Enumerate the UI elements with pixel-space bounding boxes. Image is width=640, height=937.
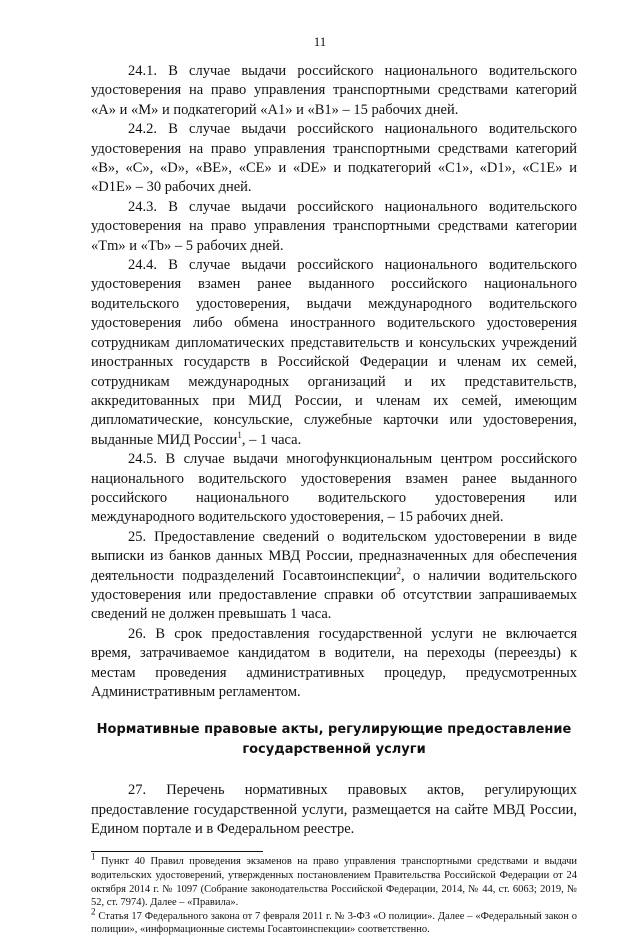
paragraph-24-2: 24.2. В случае выдачи российского национального водительского удостоверения на право управления транспортными средствами категорий «B», «C», «D», «BE», «CE» и «DE» и подкатегорий «C1», «D1», «C1E» и «D1E» – 30 рабочих дней.	[91, 121, 577, 196]
paragraph-24-4	[91, 256, 577, 450]
paragraph-27: 27. Перечень нормативных правовых актов, регулирующих предоставление государственной услуги, размещается на сайте МВД России, Едином портале и в Федеральном реестре.	[91, 782, 577, 838]
paragraph-24-5: 24.5. В случае выдачи многофункциональным центром российского национального водительского удостоверения взамен ранее выданного российского национального водительского удостоверения или международного водительского удостоверения, – 15 рабочих дней.	[91, 451, 577, 526]
paragraph-24-3: 24.3. В случае выдачи российского национального водительского удостоверения на право управления транспортными средствами категории «Tm» и «Tb» – 5 рабочих дней.	[91, 198, 577, 254]
footnote-ref-1: 1	[237, 429, 242, 440]
footnote-2-text: Статья 17 Федерального закона от 7 февраля 2011 г. № 3-ФЗ «О полиции». Далее – «Федеральный закон о полиции», «информационные системы Госавтоинспекции» соответственно.	[91, 910, 577, 936]
paragraph-24-4-text: 24.4. В случае выдачи российского национального водительского удостоверения взамен ранее выданного российского национального водительского удостоверения, выдачи международного водительского удостоверения либо обмена иностранного водительского удостоверения сотрудникам дипломатических представительств и консульских учреждений иностранных государств в Российской Федерации и членам их семей, сотрудникам международных организаций и их представительств, аккредитованных при МИД России, и членам их семей, имеющим дипломатические, консульские, служебные карточки или удостоверения, выданные МИД России	[91, 257, 577, 448]
section-heading: Нормативные правовые акты, регулирующие предоставление государственной услуги	[96, 722, 572, 757]
footnote-separator	[91, 851, 263, 852]
footnote-1-mark: 1	[91, 851, 96, 862]
paragraph-25-text: 25. Предоставление сведений о водительском удостоверении в виде выписки из банков данных МВД России, предназначенных для обеспечения деятельности подразделений Госавтоинспекции	[91, 528, 577, 584]
footnote-1	[91, 851, 577, 909]
document-body	[91, 62, 577, 937]
footnote-2-mark: 2	[91, 906, 96, 917]
paragraph-25-end: , о наличии водительского удостоверения или предоставление справки об отсутствии запрашиваемых сведений не должен превышать 1 часа.	[91, 567, 577, 623]
footnote-ref-2: 2	[396, 565, 402, 576]
paragraph-25	[91, 528, 577, 625]
paragraph-26: 26. В срок предоставления государственной услуги не включается время, затрачиваемое кандидатом в водители, на переходы (переезды) к местам проведения административных процедур, предусмотренных Административным регламентом.	[91, 625, 577, 700]
footnote-1-text: Пункт 40 Правил проведения экзаменов на право управления транспортными средствами и выдачи водительских удостоверений, утвержденных постановлением Правительства Российской Федерации от 24 октября 2014 г. № 1097 (Собрание законодательства Российской Федерации, 2014, № 44, ст. 6063; 2019, № 52, ст. 7974). Далее – «Правила».	[91, 856, 577, 909]
paragraph-24-4-end: , – 1 часа.	[241, 431, 302, 448]
paragraph-24-1: 24.1. В случае выдачи российского национального водительского удостоверения на право управления транспортными средствами категорий «A» и «M» и подкатегорий «A1» и «B1» – 15 рабочих дней.	[91, 63, 577, 118]
footnote-2	[91, 906, 577, 937]
page-number: 11	[313, 34, 327, 49]
